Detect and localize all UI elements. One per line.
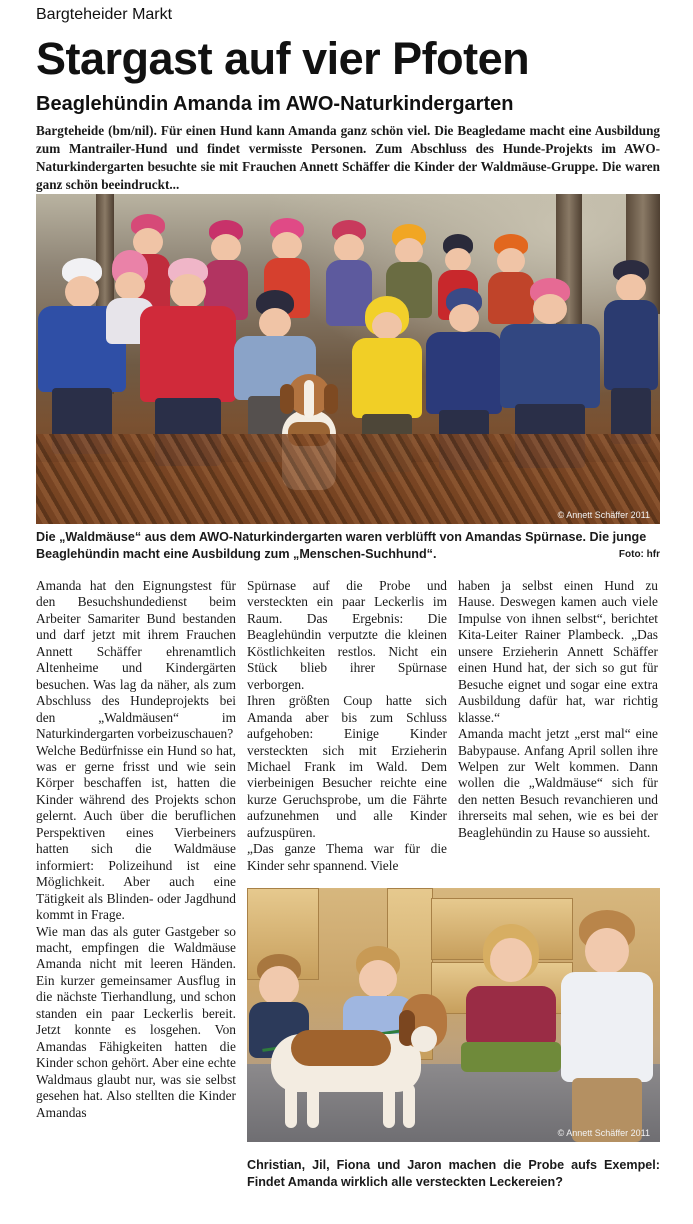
- paragraph: Welche Bedürfnisse ein Hund so hat, was er gerne frisst und wie sein Körper beschaffen ist, hatten die Kinder während des Projekts schon gelernt. Auch über die beruflichen Perspektiven eines Vierbeiners hatten sich die Waldmäuse informiert: Polizeihund ist eine Möglichkeit. Aber auch eine Tätigkeit als Blinden- oder Jagdhund kommt in Frage.: [36, 742, 236, 923]
- child-figure: [604, 260, 658, 450]
- subheadline: Beaglehündin Amanda im AWO-Naturkindergarten: [36, 93, 514, 115]
- article-column-2: [247, 578, 447, 874]
- photo-caption: Christian, Jil, Fiona und Jaron machen die Probe aufs Exempel: Findet Amanda wirklich alle versteckten Leckereien?: [247, 1158, 660, 1189]
- headline: Stargast auf vier Pfoten: [36, 33, 530, 84]
- child-figure: [557, 910, 657, 1142]
- lead-paragraph: Bargteheide (bm/nil). Für einen Hund kann Amanda ganz schön viel. Die Beagledame macht eine Ausbildung zum Mantrailer-Hund und findet vermisste Personen. Zum Abschluss des Hunde-Projekts im AWO-Naturkindergarten besuchte sie mit Frauchen Annett Schäffer die Kinder der Waldmäuse-Gruppe. Die waren ganz schön beeindruckt...: [36, 123, 660, 192]
- photo-children-with-beagle-indoors: [247, 888, 660, 1142]
- paragraph: Ihren größten Coup hatte sich Amanda aber bis zum Schluss aufgehoben: Einige Kinder versteckten sich mit Erzieherin Michael Frank im Wald. Dem vierbeinigen Besucher reichte eine kurze Geruchsprobe, um die Fährte aufzunehmen und alle Kinder aufzuspüren.: [247, 693, 447, 840]
- beagle-dog: [261, 994, 451, 1134]
- caption-text: Die „Waldmäuse“ aus dem AWO-Naturkindergarten waren verblüfft von Amandas Spürnase. Die junge Beaglehündin macht eine Ausbildung zum „Menschen-Suchhund“.: [36, 530, 647, 561]
- paragraph: „Das ganze Thema war für die Kinder sehr spannend. Viele: [247, 841, 447, 873]
- article-column-3: [458, 578, 658, 841]
- child-figure: [461, 924, 561, 1074]
- photo-credit: © Annett Schäffer 2011: [557, 1128, 650, 1138]
- paragraph: haben ja selbst einen Hund zu Hause. Deswegen kamen auch viele Impulse von ihnen selbst“, berichtet Kita-Leiter Rainer Plambeck. „Das unsere Erzieherin Annett Schäffer einen Hund hat, der sich so gut für Besuche eignet und sogar eine extra Ausbildung dafür hat, war richtig klasse.“: [458, 578, 658, 725]
- paragraph: Amanda macht jetzt „erst mal“ eine Babypause. Anfang April sollen ihre Welpen zur Welt kommen. Dann wollen die „Waldmäuse“ sich für den netten Besuch revanchieren und ihrerseits mal sehen, wie es bei der Beaglehündin zu Hause so aussieht.: [458, 726, 658, 840]
- photo-caption: [36, 529, 660, 563]
- paragraph: Wie man das als guter Gastgeber so macht, empfingen die Waldmäuse Amanda nicht mit leeren Händen. Ein kurzer gemeinsamer Ausflug in die nächste Tierhandlung, und schon standen ein paar Leckerlis bereit. Jetzt konnte es losgehen. Von Amandas Fähigkeiten hatten die Kinder schon gehört. Aber eine echte Waldmaus glaubt nur, was sie selbst gesehen hat. Also stellten die Kinder Amandas: [36, 923, 236, 1120]
- caption-credit: Foto: hfr: [618, 549, 660, 560]
- article-column-1: [36, 578, 236, 1121]
- newspaper-source: Bargteheider Markt: [36, 6, 173, 23]
- paragraph: Spürnase auf die Probe und versteckten ein paar Leckerlis im Raum. Das Ergebnis: Die Beaglehündin verputzte die kleinen Köstlichkeiten restlos. Nicht ein Stück blieb ihrer Spürnase verborgen.: [247, 578, 447, 692]
- paragraph: Amanda hat den Eignungstest für den Besuchshundedienst beim Arbeiter Samariter Bund bestanden und darf jetzt mit ihrem Frauchen Annett Schäffer ehrenamtlich Altenheime und Kindergärten besuchen. Was lag da näher, als zum Abschluss des Hundeprojekts bei den „Waldmäusen“ im Naturkindergarten vorbeizuschauen?: [36, 578, 236, 742]
- photo-children-with-beagle-forest: [36, 194, 660, 524]
- photo-credit: © Annett Schäffer 2011: [557, 510, 650, 520]
